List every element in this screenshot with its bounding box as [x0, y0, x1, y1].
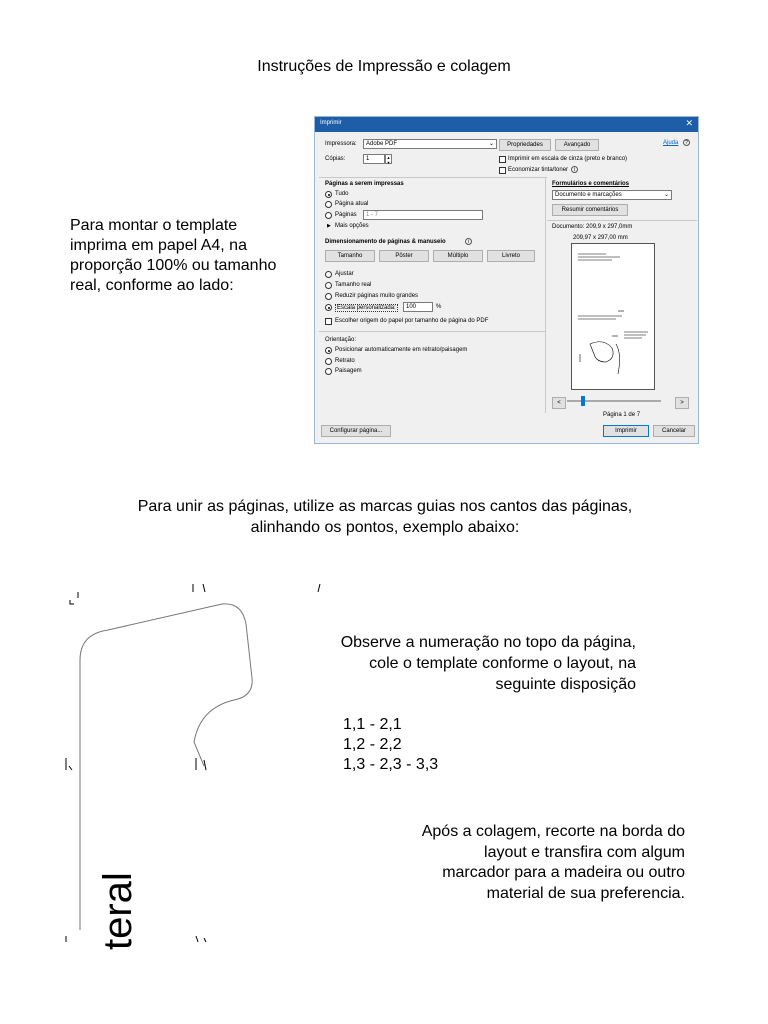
copies-label: Cópias:: [325, 156, 346, 162]
forms-value: Documento e marcações: [555, 192, 622, 198]
next-page-button[interactable]: >: [675, 397, 689, 409]
info-icon: i: [571, 166, 578, 173]
prev-page-button[interactable]: <: [552, 397, 566, 409]
cutting-instructions: Após a colagem, recorte na borda do layout e transfira com algum marcador para a madeira ou outro material de sua preferencia.: [421, 823, 685, 902]
actual-size-radio[interactable]: [325, 282, 332, 289]
fit-radio[interactable]: [325, 271, 332, 278]
more-options-toggle[interactable]: Mais opções: [335, 223, 369, 229]
forms-select[interactable]: [552, 190, 672, 200]
dialog-title: Imprimir: [320, 120, 342, 126]
list-item: 1,3 - 2,3 - 3,3: [343, 756, 439, 773]
divider: [319, 177, 547, 178]
actual-size-label: Tamanho real: [335, 282, 372, 288]
list-item: 1,1 - 2,1: [343, 716, 402, 733]
auto-orient-radio[interactable]: [325, 347, 332, 354]
size-button[interactable]: Tamanho: [325, 250, 375, 262]
booklet-button[interactable]: Livreto: [487, 250, 535, 262]
print-instructions: Para montar o template imprima em papel A4, na proporção 100% ou tamanho real, conforme ao lado:: [70, 217, 277, 294]
page-indicator: Página 1 de 7: [603, 412, 641, 418]
paper-source-checkbox[interactable]: [325, 318, 332, 325]
print-dialog: [314, 116, 699, 444]
current-page-radio[interactable]: [325, 201, 332, 208]
poster-button[interactable]: Pôster: [379, 250, 429, 262]
summarize-comments-button[interactable]: Resumir comentários: [552, 204, 628, 216]
save-ink-label: Economizar tinta/toner: [508, 167, 569, 173]
custom-scale-label: Escala personalizada:: [337, 305, 396, 311]
paste-order-list: [343, 715, 438, 775]
printer-label: Impressora:: [325, 141, 357, 147]
pages-radio[interactable]: [325, 212, 332, 219]
percent-label: %: [436, 304, 442, 310]
divider: [547, 220, 697, 221]
pages-label: Páginas: [335, 212, 357, 218]
slider-thumb[interactable]: [581, 396, 585, 406]
multiple-button[interactable]: Múltiplo: [433, 250, 483, 262]
grayscale-checkbox[interactable]: [499, 156, 506, 163]
current-page-label: Página atual: [335, 201, 369, 207]
copies-input[interactable]: 1: [363, 154, 385, 164]
dialog-titlebar: [315, 117, 698, 132]
portrait-label: Retrato: [335, 358, 355, 364]
orientation-label: Orientação:: [325, 337, 357, 343]
help-icon[interactable]: ?: [683, 139, 690, 146]
preview-size: 209,97 x 297,00 mm: [573, 235, 628, 241]
page-setup-button[interactable]: Configurar página...: [321, 425, 391, 437]
close-icon[interactable]: ✕: [685, 118, 693, 128]
page-preview: [571, 243, 655, 390]
chevron-down-icon: ⌄: [663, 192, 669, 198]
copies-stepper[interactable]: ▲ ▼: [386, 155, 391, 165]
custom-scale-radio[interactable]: [325, 304, 332, 311]
corner-guide-mark: [318, 584, 330, 592]
custom-scale-input[interactable]: 100: [403, 302, 433, 312]
all-pages-label: Tudo: [335, 191, 349, 197]
properties-button[interactable]: Propriedades: [499, 139, 551, 151]
landscape-label: Paisagem: [335, 368, 362, 374]
template-label: teral: [96, 872, 140, 950]
list-item: 1,2 - 2,2: [343, 736, 402, 753]
triangle-right-icon[interactable]: ▶: [327, 223, 331, 229]
auto-orient-label: Posicionar automaticamente em retrato/paisagem: [335, 347, 468, 353]
printer-select[interactable]: [363, 139, 497, 149]
divider: [319, 331, 545, 332]
preview-thumbnail: [572, 244, 656, 391]
portrait-radio[interactable]: [325, 358, 332, 365]
page-title: Instruções de Impressão e colagem: [257, 58, 511, 75]
info-icon: i: [465, 238, 472, 245]
help-link[interactable]: Ajuda: [663, 140, 679, 146]
join-instructions: Para unir as páginas, utilize as marcas guias nos cantos das páginas, alinhando os pontos, exemplo abaixo:: [137, 498, 633, 536]
advanced-button[interactable]: Avançado: [555, 139, 599, 151]
corner-guide-mark: [70, 592, 78, 604]
pages-range-input[interactable]: 1 - 7: [363, 210, 483, 220]
shrink-label: Reduzir páginas muito grandes: [335, 293, 419, 299]
landscape-radio[interactable]: [325, 368, 332, 375]
template-outline-example: [0, 570, 330, 970]
fit-label: Ajustar: [335, 271, 354, 277]
corner-guide-mark: [66, 758, 72, 770]
save-ink-checkbox[interactable]: [499, 167, 506, 174]
sizing-section-title: Dimensionamento de páginas & manuseio: [325, 239, 446, 245]
print-button[interactable]: Imprimir: [603, 425, 649, 437]
forms-section-title: Formulários e comentários: [552, 181, 630, 187]
printer-value: Adobe PDF: [366, 141, 398, 147]
paper-source-label: Escolher origem do papel por tamanho de página do PDF: [335, 318, 489, 324]
divider: [545, 177, 546, 413]
corner-guide-mark: [193, 584, 205, 592]
shrink-radio[interactable]: [325, 293, 332, 300]
all-pages-radio[interactable]: [325, 191, 332, 198]
pages-section-title: Páginas a serem impressas: [325, 181, 404, 187]
cancel-button[interactable]: Cancelar: [653, 425, 695, 437]
document-size: Documento: 209,9 x 297,0mm: [552, 224, 633, 230]
grayscale-label: Imprimir em escala de cinza (preto e branco): [508, 156, 628, 162]
layout-instructions: Observe a numeração no topo da página, cole o template conforme o layout, na seguinte disposição: [340, 634, 636, 693]
chevron-down-icon: ⌄: [488, 141, 494, 147]
